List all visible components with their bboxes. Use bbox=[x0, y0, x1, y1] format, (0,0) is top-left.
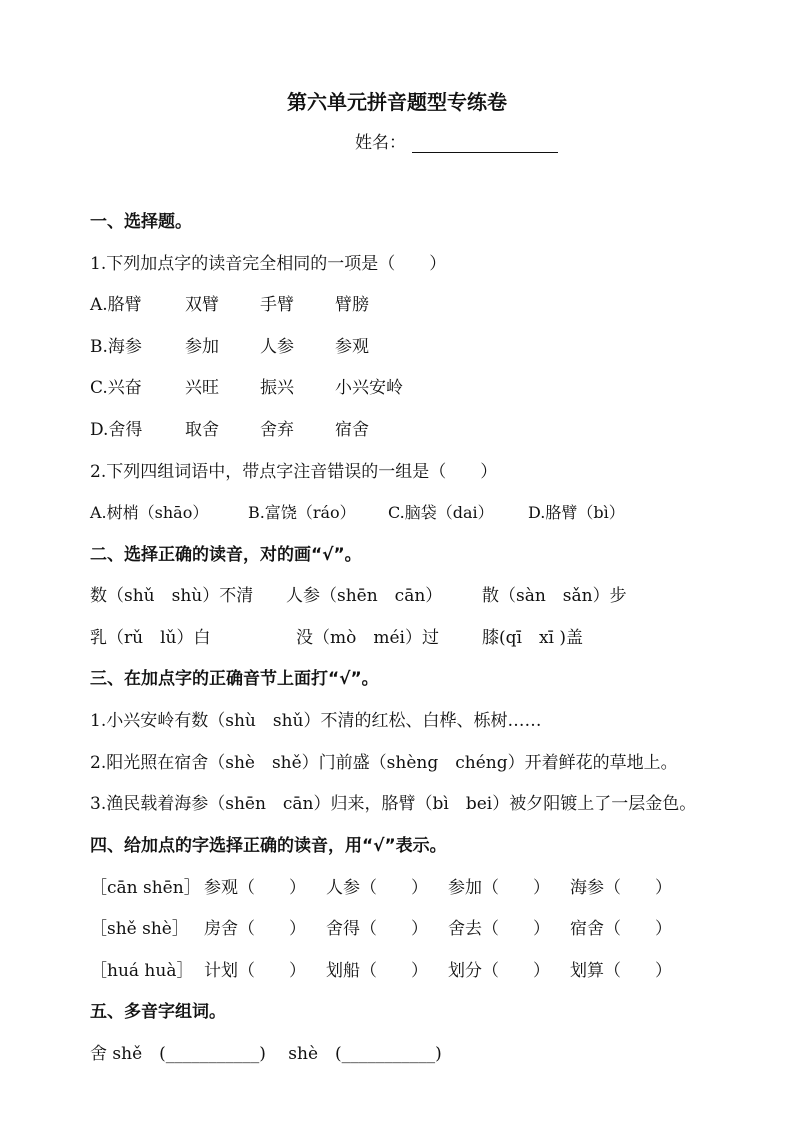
s4-row-2 bbox=[90, 917, 672, 941]
name-blank[interactable] bbox=[412, 134, 558, 153]
s2-item: 膝(qī xī )盖 bbox=[482, 628, 584, 648]
option-word: 小兴安岭 bbox=[335, 378, 403, 398]
option-word: 宿舍 bbox=[335, 420, 369, 440]
s4-word: 舍去（ ） bbox=[448, 919, 550, 939]
option-word: D.舍得 bbox=[90, 420, 143, 440]
section-2-heading: 二、选择正确的读音，对的画“√”。 bbox=[90, 545, 362, 565]
section-5-heading: 五、多音字组词。 bbox=[90, 1002, 226, 1022]
s4-word: 划船（ ） bbox=[326, 961, 428, 981]
question-2: 2.下列四组词语中，带点字注音错误的一组是（ ） bbox=[90, 462, 498, 482]
q2-option-d: D.胳臂（bì） bbox=[528, 503, 625, 522]
s2-row-1 bbox=[90, 584, 627, 608]
s2-item: 数（shǔ shù）不清 bbox=[90, 586, 254, 606]
s4-row-1 bbox=[90, 876, 672, 900]
q1-option-c bbox=[90, 376, 403, 400]
s4-word: 宿舍（ ） bbox=[570, 919, 672, 939]
s2-row-2 bbox=[90, 626, 583, 650]
section-4-heading: 四、给加点的字选择正确的读音，用“√”表示。 bbox=[90, 836, 447, 856]
q1-option-a bbox=[90, 293, 369, 317]
option-word: 手臂 bbox=[260, 295, 294, 315]
s3-line-2: 2.阳光照在宿舍（shè shě）门前盛（shèng chéng）开着鲜花的草地上。 bbox=[90, 753, 678, 773]
option-word: 双臂 bbox=[185, 295, 219, 315]
s2-item: 散（sàn sǎn）步 bbox=[482, 586, 627, 606]
option-word: 参观 bbox=[335, 337, 369, 357]
option-word: B.海参 bbox=[90, 337, 142, 357]
option-word: A.胳臂 bbox=[90, 295, 142, 315]
s4-word: 划分（ ） bbox=[448, 961, 550, 981]
option-word: 兴旺 bbox=[185, 378, 219, 398]
section-3-heading: 三、在加点字的正确音节上面打“√”。 bbox=[90, 669, 379, 689]
s4-word: 参观（ ） bbox=[204, 878, 306, 898]
s5-line: 舍 shě (___________) shè (___________) bbox=[90, 1044, 442, 1064]
s2-item: 没（mò méi）过 bbox=[296, 628, 439, 648]
q2-option-c: C.脑袋（dai） bbox=[388, 503, 494, 522]
question-1: 1.下列加点字的读音完全相同的一项是（ ） bbox=[90, 254, 447, 274]
s3-line-3: 3.渔民载着海参（shēn cān）归来，胳臂（bì bei）被夕阳镀上了一层金色。 bbox=[90, 794, 697, 814]
q2-option-a: A.树梢（shāo） bbox=[90, 503, 209, 522]
name-label: 姓名： bbox=[355, 133, 406, 153]
option-word: C.兴奋 bbox=[90, 378, 142, 398]
section-1-heading: 一、选择题。 bbox=[90, 212, 192, 232]
option-word: 臂膀 bbox=[335, 295, 369, 315]
name-field bbox=[355, 128, 558, 153]
s4-pinyin: ［cān shēn］ bbox=[90, 878, 201, 898]
s4-word: 划算（ ） bbox=[570, 961, 672, 981]
option-word: 振兴 bbox=[260, 378, 294, 398]
option-word: 取舍 bbox=[185, 420, 219, 440]
s2-item: 乳（rǔ lǔ）白 bbox=[90, 628, 211, 648]
q1-option-b bbox=[90, 335, 369, 359]
s4-word: 参加（ ） bbox=[448, 878, 550, 898]
s3-line-1: 1.小兴安岭有数（shù shǔ）不清的红松、白桦、栎树…… bbox=[90, 711, 542, 731]
page-title: 第六单元拼音题型专练卷 bbox=[287, 90, 507, 114]
option-word: 人参 bbox=[260, 337, 294, 357]
option-word: 参加 bbox=[185, 337, 219, 357]
q2-options bbox=[90, 501, 625, 525]
s4-pinyin: ［huá huà］ bbox=[90, 961, 194, 981]
q1-option-d bbox=[90, 418, 369, 442]
s4-pinyin: ［shě shè］ bbox=[90, 919, 189, 939]
s4-word: 房舍（ ） bbox=[204, 919, 306, 939]
option-word: 舍弃 bbox=[260, 420, 294, 440]
s4-word: 海参（ ） bbox=[570, 878, 672, 898]
s4-word: 人参（ ） bbox=[326, 878, 428, 898]
s4-row-3 bbox=[90, 959, 672, 983]
s4-word: 计划（ ） bbox=[204, 961, 306, 981]
q2-option-b: B.富饶（ráo） bbox=[248, 503, 356, 522]
s2-item: 人参（shēn cān） bbox=[286, 586, 443, 606]
s4-word: 舍得（ ） bbox=[326, 919, 428, 939]
